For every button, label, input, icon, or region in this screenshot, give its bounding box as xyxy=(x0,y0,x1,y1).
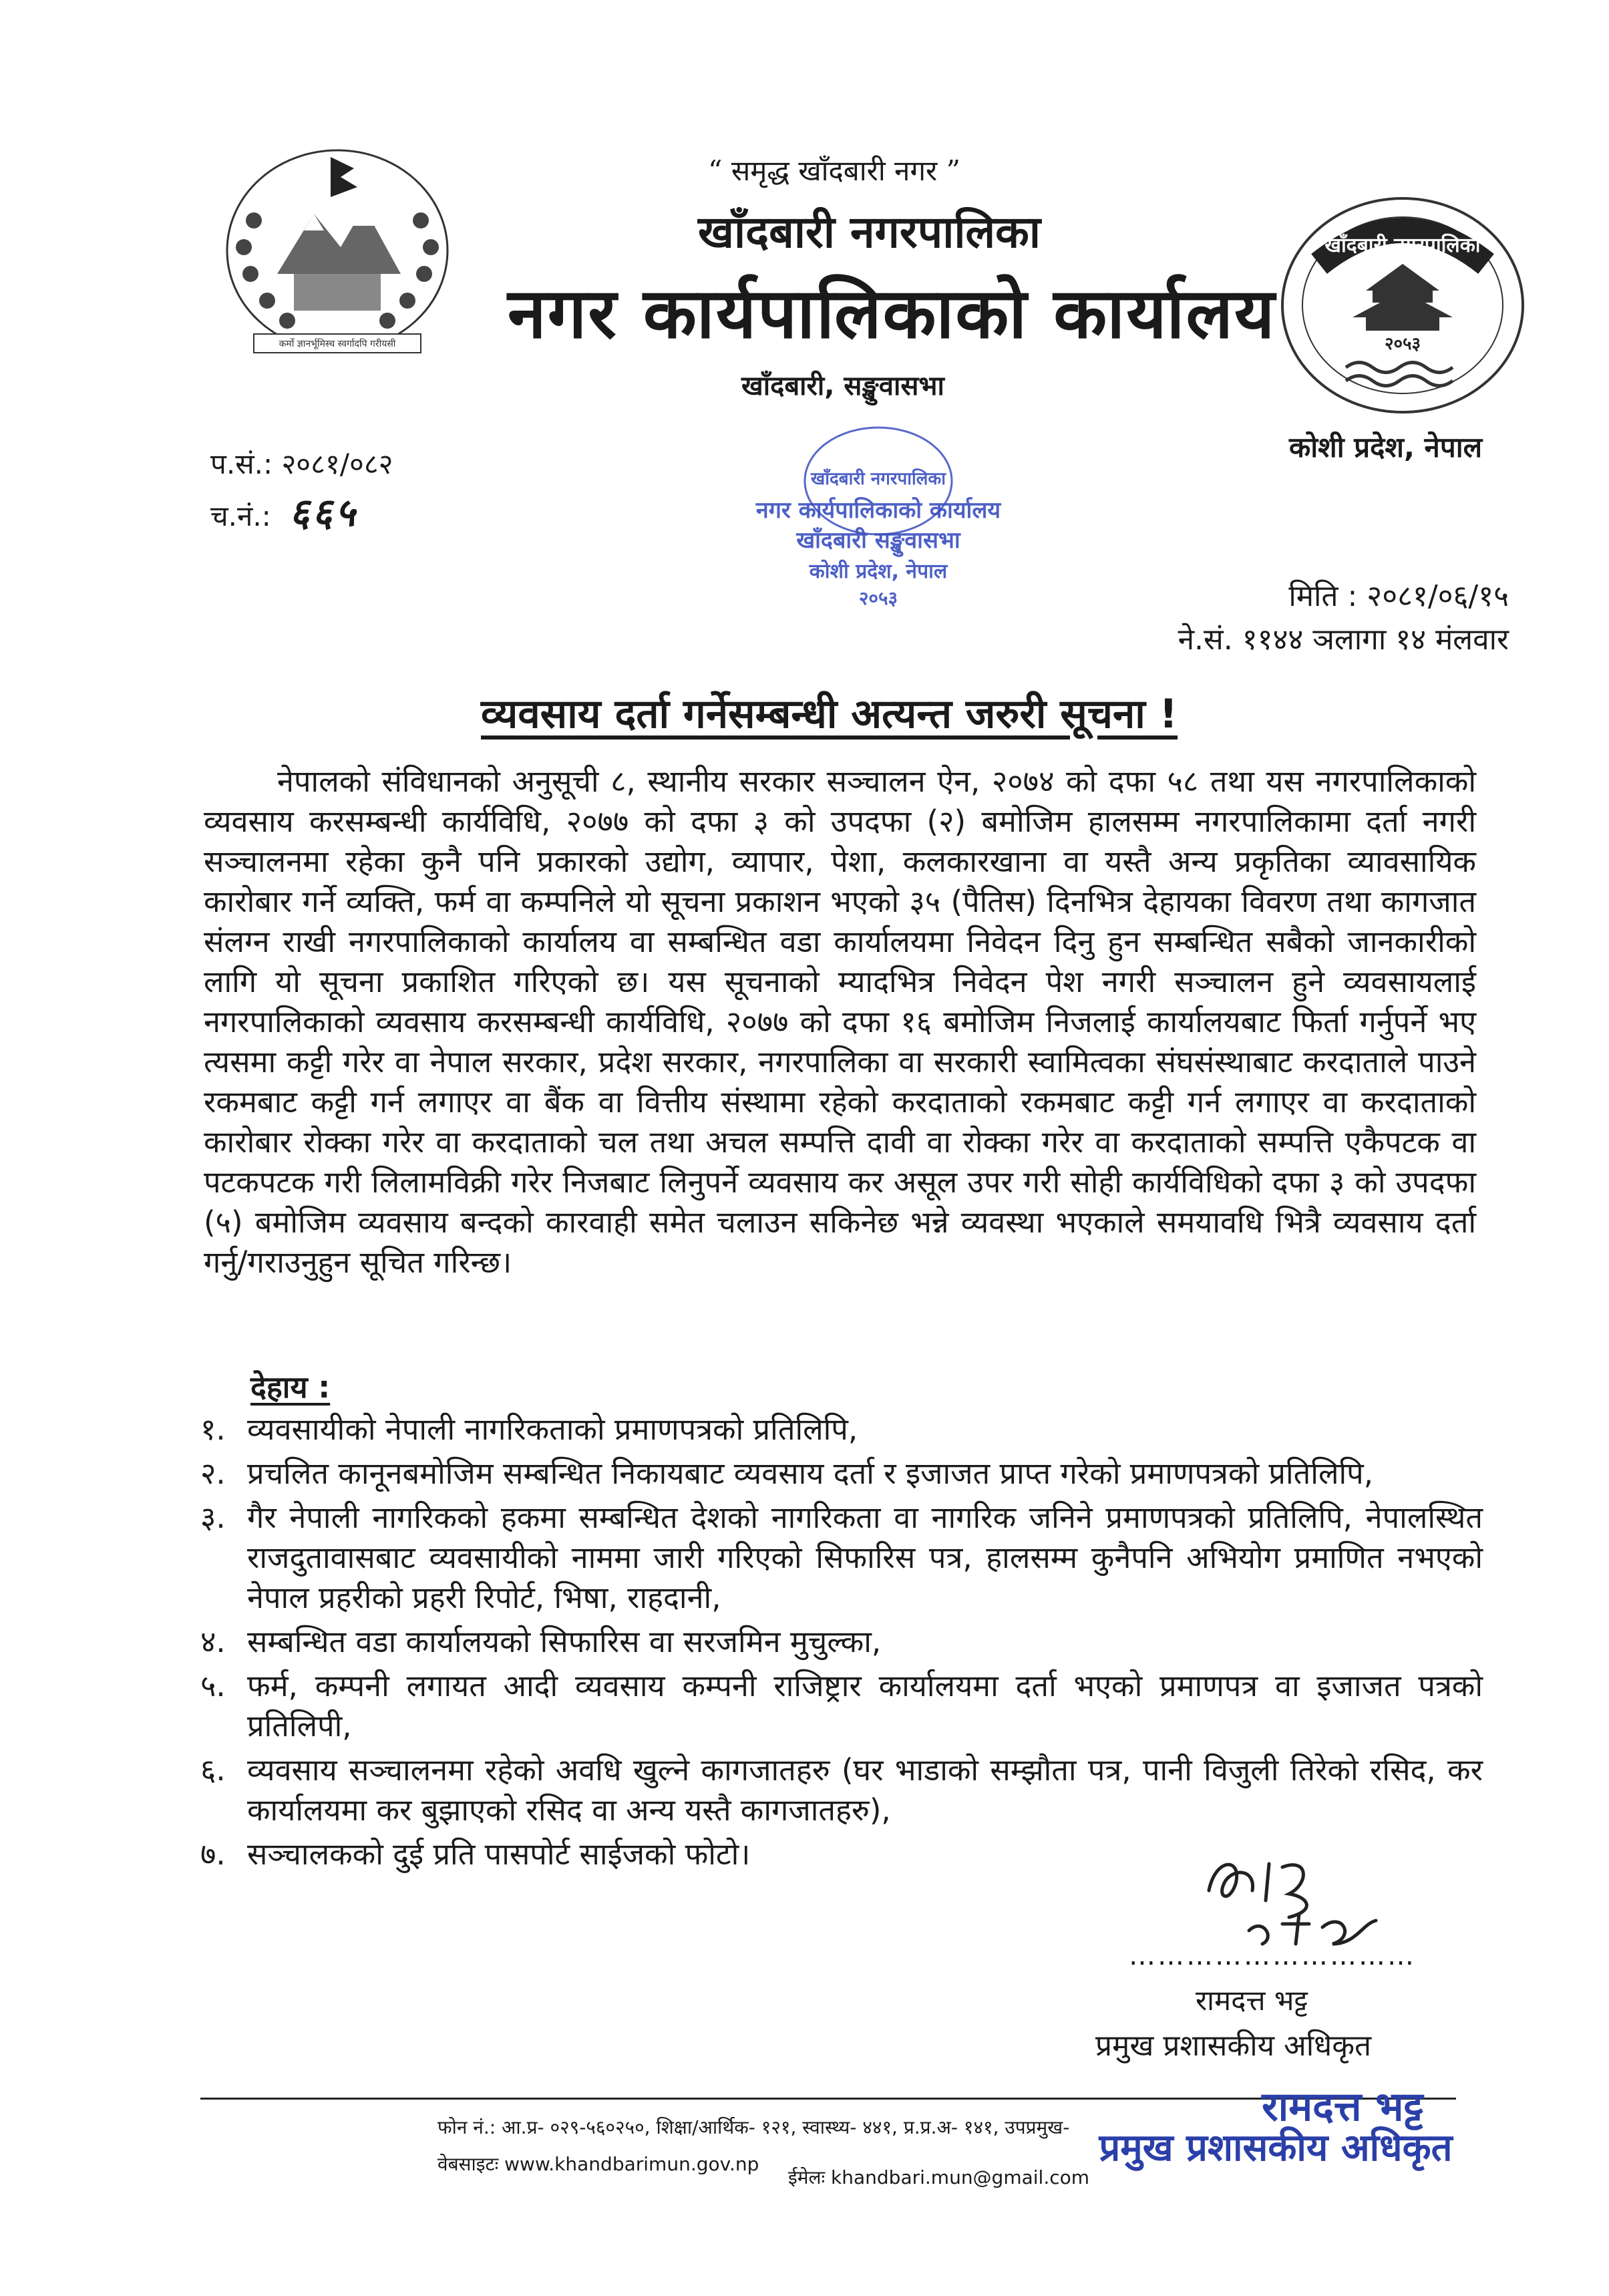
list-item-text: सञ्चालकको दुई प्रति पासपोर्ट साईजको फोटो। xyxy=(247,1836,751,1872)
ps-value: २०८१/०८२ xyxy=(281,448,393,480)
office-stamp-icon xyxy=(738,374,1019,635)
nepal-emblem-icon xyxy=(214,140,461,361)
list-item-number: २. xyxy=(200,1456,226,1491)
notice-body: नेपालको संविधानको अनुसूची ८, स्थानीय सरकार सञ्चालन ऐन, २०७४ को दफा ५८ तथा यस नगरपालिकाको व्यवसाय करसम्बन्धी कार्यविधि, २०७७ को दफा ३ को उपदफा (२) बमोजिम हालसम्म नगरपालिकामा दर्ता नगरी सञ्चालनमा रहेका कुनै पनि प्रकारको उद्योग, व्यापार, पेशा, कलकारखाना वा यस्तै अन्य प्रकृतिका व्यावसायिक कारोबार गर्ने व्यक्ति, फर्म वा कम्पनिले यो सूचना प्रकाशन भएको ३५ (पैतिस) दिनभित्र देहायका विवरण तथा कागजात संलग्न राखी नगरपालिकाको कार्यालय वा सम्बन्धित वडा कार्यालयमा निवेदन दिनु हुन सम्बन्धित सबैको जानकारीको लागि यो सूचना प्रकाशित गरिएको छ। यस सूचनाको म्यादभित्र निवेदन पेश नगरी सञ्चालन हुने व्यवसायलाई नगरपालिकाको व्यवसाय करसम्बन्धी कार्यविधि, २०७७ को दफा १६ बमोजिम निजलाई कार्यालयबाट फिर्ता गर्नुपर्ने भए त्यसमा कट्टी गरेर वा नेपाल सरकार, प्रदेश सरकार, नगरपालिका वा सरकारी स्वामित्वका संघसंस्थाबाट करदाताले पाउने रकमबाट कट्टी गर्न लगाएर वा बैंक वा वित्तीय संस्थामा रहेको करदाताको रकमबाट कट्टी गर्न लगाएर वा करदाताको कारोबार रोक्का गरेर वा करदाताको चल तथा अचल सम्पत्ति दावी वा रोक्का गरेर वा करदाताको सम्पत्ति एकैपटक वा पटकपटक गरी लिलामविक्री गरेर निजबाट लिनुपर्ने व्यवसाय कर असूल उपर गरी सोही कार्यविधिको दफा ३ को उपदफा (५) बमोजिम व्यवसाय बन्दको कारवाही समेत चलाउन सकिनेछ भन्ने व्यवस्था भएकाले समयावधि भित्रै व्यवसाय दर्ता गर्नु/गराउनुहुन सूचित गरिन्छ। xyxy=(204,764,1476,1280)
list-item-text: व्यवसाय सञ्चालनमा रहेको अवधि खुल्ने कागजातहरु (घर भाडाको सम्झौता पत्र, पानी विजुली तिरेको रसिद, कर कार्यालयमा कर बुझाएको रसिद वा अन्य यस्तै कागजातहरु), xyxy=(247,1752,1483,1828)
list-item-text: प्रचलित कानूनबमोजिम सम्बन्धित निकायबाट व्यवसाय दर्ता र इजाजत प्राप्त गरेको प्रमाणपत्रको प्रतिलिपि, xyxy=(247,1456,1373,1491)
office-address: खाँदबारी, सङ्खुवासभा xyxy=(741,371,944,401)
list-item-text: फर्म, कम्पनी लगायत आदी व्यवसाय कम्पनी राजिष्ट्रार कार्यालयमा दर्ता भएको प्रमाणपत्र वा इजाजत पत्रको प्रतिलिपी, xyxy=(247,1668,1483,1744)
list-item xyxy=(200,1666,1483,1746)
list-item xyxy=(200,1454,1483,1494)
municipality-logo-icon xyxy=(1272,190,1533,421)
date-ns: ने.सं. ११४४ ञलागा १४ मंलवार xyxy=(1178,623,1509,657)
ps-label: प.सं.: xyxy=(210,448,273,480)
signature-line: ………………………… xyxy=(1129,1941,1416,1971)
list-item xyxy=(200,1622,1483,1662)
list-item-number: ५. xyxy=(200,1668,226,1703)
stamp-line1: खाँदबारी नगरपालिका xyxy=(810,469,946,489)
officer-stamp-name: रामदत्त भट्ट xyxy=(1262,2084,1423,2130)
list-item-text: सम्बन्धित वडा कार्यालयको सिफारिस वा सरजमिन मुचुल्का, xyxy=(247,1624,882,1659)
stamp-line4: कोशी प्रदेश, नेपाल xyxy=(809,560,948,583)
province-label: कोशी प्रदेश, नेपाल xyxy=(1289,431,1483,464)
list-item-number: १. xyxy=(200,1412,226,1447)
signer-designation: प्रमुख प्रशासकीय अधिकृत xyxy=(1095,2029,1372,2063)
logo-year: २०५३ xyxy=(1384,334,1421,354)
date-bs: मिति : २०८१/०६/१५ xyxy=(1288,579,1509,613)
logo-text: खाँदबारी नगरपालिका xyxy=(1324,234,1481,257)
list-item-number: ४. xyxy=(200,1624,226,1659)
list-item-number: ७. xyxy=(200,1836,226,1872)
patra-sankhya xyxy=(210,444,393,482)
list-item-text: गैर नेपाली नागरिकको हकमा सम्बन्धित देशको नागरिकता वा नागरिक जनिने प्रमाणपत्रको प्रतिलिपि, नेपालस्थित राजदुतावासबाट व्यवसायीको नाममा जारी गरिएको सिफारिस पत्र, हालसम्म कुनैपनि अभियोग प्रमाणित नभएको नेपाल प्रहरीको प्रहरी रिपोर्ट, भिषा, राहदानी, xyxy=(247,1500,1483,1615)
list-item-number: ३. xyxy=(200,1500,226,1535)
signer-name: रामदत्त भट्ट xyxy=(1196,1984,1308,2017)
list-item-number: ६. xyxy=(200,1752,226,1788)
chalani-number xyxy=(210,484,358,537)
stamp-line2: नगर कार्यपालिकाको कार्यालय xyxy=(755,497,1001,524)
municipality-name: खाँदबारी नगरपालिका xyxy=(698,206,1041,258)
document-list xyxy=(200,1410,1483,1878)
cn-label: च.नं.: xyxy=(210,500,271,532)
notice-title: व्यवसाय दर्ता गर्नेसम्बन्धी अत्यन्त जरुरी सूचना ! xyxy=(481,691,1178,737)
cn-value: ६६५ xyxy=(289,490,358,535)
slogan: “ समृद्ध खाँदबारी नगर ” xyxy=(708,154,960,187)
footer-website: वेबसाइटः www.khandbarimun.gov.np xyxy=(437,2153,759,2175)
dehaya-heading: देहाय : xyxy=(250,1369,331,1405)
list-item xyxy=(200,1498,1483,1618)
list-item-text: व्यवसायीको नेपाली नागरिकताको प्रमाणपत्रको प्रतिलिपि, xyxy=(247,1412,858,1447)
stamp-line5: २०५३ xyxy=(858,587,898,609)
stamp-line3: खाँदबारी सङ्खुवासभा xyxy=(796,527,960,554)
footer-email: ईमेलः khandbari.mun@gmail.com xyxy=(788,2166,1090,2188)
officer-stamp-designation: प्रमुख प्रशासकीय अधिकृत xyxy=(1099,2126,1453,2170)
footer-phones: फोन नं.: आ.प्र- ०२९-५६०२५०, शिक्षा/आर्थिक- १२१, स्वास्थ्य- ४४१, प्र.प्र.अ- १४१, उपप्रमुख- xyxy=(437,2116,1070,2138)
list-item xyxy=(200,1750,1483,1830)
emblem-caption: कर्मो ज्ञानर्भूमिस्च स्वर्गादपि गरीयसी xyxy=(279,339,396,349)
office-name: नगर कार्यपालिकाको कार्यालय xyxy=(508,273,1276,354)
list-item xyxy=(200,1410,1483,1450)
